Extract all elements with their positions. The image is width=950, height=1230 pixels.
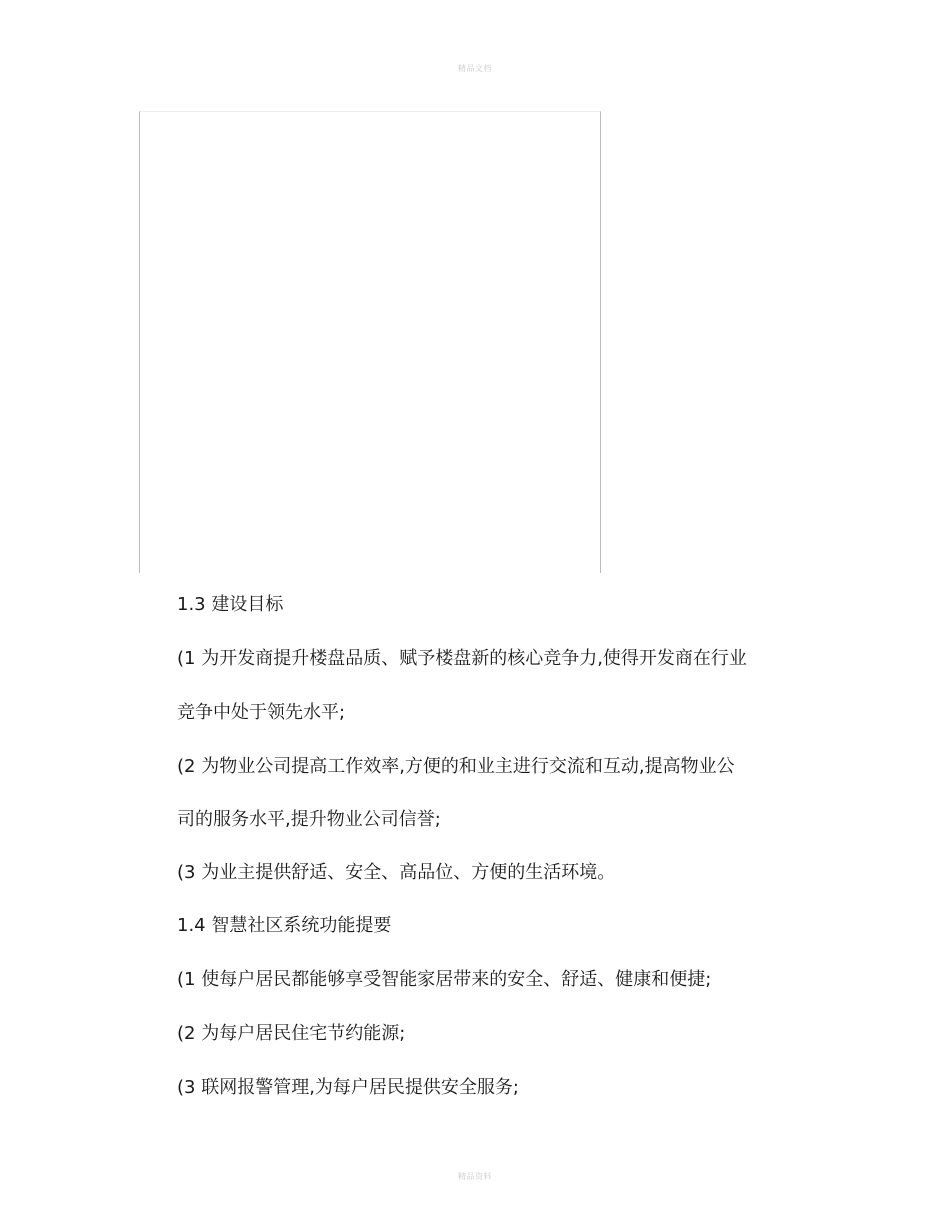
page-header: 精品文档 (458, 64, 492, 73)
paragraph-line: 司的服务水平,提升物业公司信誉; (177, 809, 441, 830)
section-heading-1-3: 1.3 建设目标 (177, 594, 284, 615)
paragraph-line: (3 为业主提供舒适、安全、高品位、方便的生活环境。 (177, 862, 616, 883)
section-heading-1-4: 1.4 智慧社区系统功能提要 (177, 915, 392, 936)
paragraph-line: (2 为每户居民住宅节约能源; (177, 1023, 406, 1044)
paragraph-line: 竞争中处于领先水平; (177, 702, 346, 723)
paragraph-line: (3 联网报警管理,为每户居民提供安全服务; (177, 1077, 519, 1098)
figure-frame (139, 111, 601, 573)
paragraph-line: (1 使每户居民都能够享受智能家居带来的安全、舒适、健康和便捷; (177, 969, 712, 990)
paragraph-line: (2 为物业公司提高工作效率,方便的和业主进行交流和互动,提高物业公 (177, 756, 735, 777)
page-footer: 精品资料 (458, 1172, 492, 1181)
paragraph-line: (1 为开发商提升楼盘品质、赋予楼盘新的核心竞争力,使得开发商在行业 (177, 648, 747, 669)
